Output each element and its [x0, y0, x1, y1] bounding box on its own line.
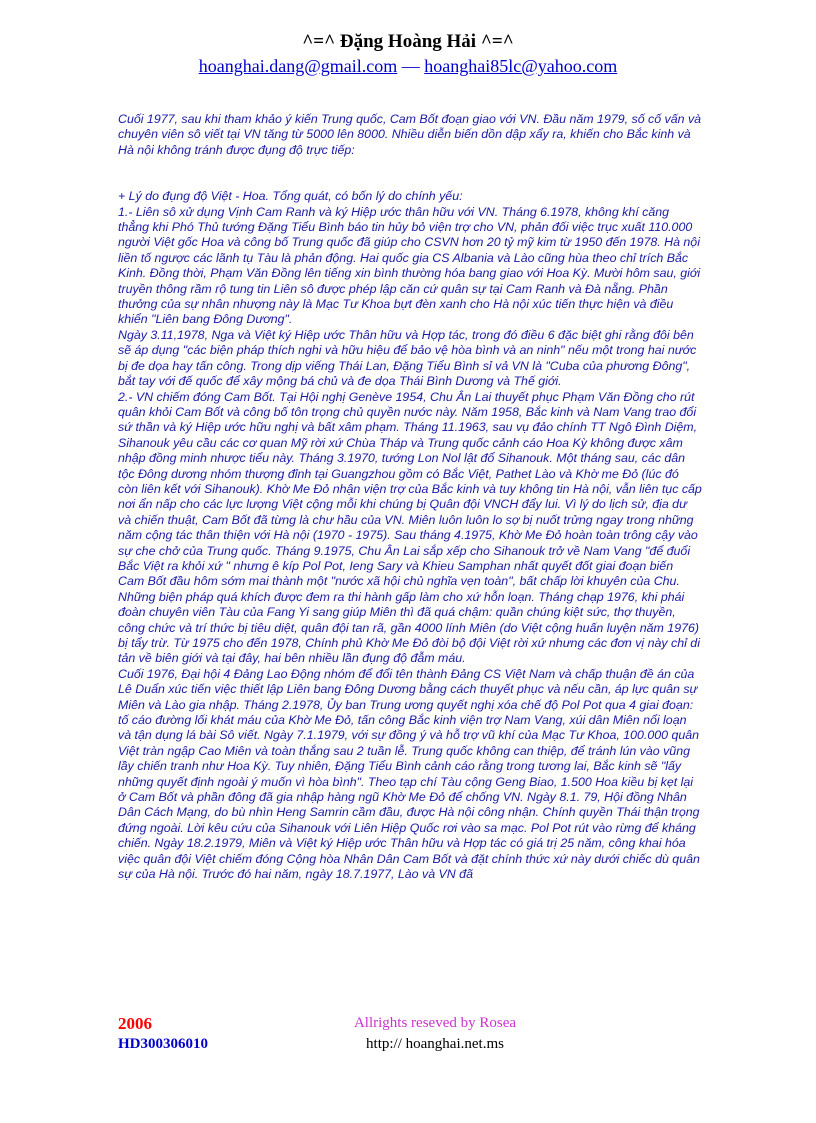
body-paragraph: Ngày 3.11,1978, Nga và Việt ký Hiệp ước Thân hữu và Hợp tác, trong đó điều 6 đặc biệt ghi rằng đôi bên sẽ áp dụng "các biện pháp thích nghi và hữu hiệu để bảo vệ hòa bình và an ninh" nếu một trong hai nước bị đe dọa hay tấn công. Trong dịp viếng Thái Lan, Đặng Tiểu Bình sỉ vả VN là "Cuba của phương Đông", bắt tay với đế quốc để xây mộng bá chủ và đe dọa Thái Bình Dương và Thế giới.	[118, 327, 697, 389]
body-paragraph: 2.- VN chiếm đóng Cam Bốt. Tại Hội nghị Genève 1954, Chu Ân Lai thuyết phục Phạm Văn Đồng cho rút quân khỏi Cam Bốt và công bố tôn trọng chủ quyền nước này. Năm 1958, Bắc kinh và Nam Vang trao đổi sứ thần và ký Hiệp ước hữu nghị và bất xâm phạm. Tháng 11.1963, sau vụ đảo chính TT Ngô Đình Diệm, Sihanouk yêu cầu các cơ quan Mỹ rời xứ Chùa Tháp và Trung quốc cảnh cáo Hoa Kỳ không được xâm nhập đồng minh nhược tiểu này. Tháng 3.1970, tướng Lon Nol lật đổ Sihanouk. Một tháng sau, các dân tộc Đông dương nhóm thượng đỉnh tại Guangzhou gồm có Bắc Việt, Pathet Lào và Khờ me Đỏ (lúc đó còn liên kết với Sihanouk). Khờ Me Đỏ nhận viện trợ của Bắc kinh và tuy không tin Hà nội, vẫn liên tục cấp nơi ẩn nấp cho các lực lượng Việt cộng mỗi khi chúng bị Quân đội VNCH đẩy lui. Vì lý do lịch sử, địa dư và chiến thuật, Cam Bốt đã từng là chư hầu của VN. Miên luôn luôn lo sợ bị nuốt trửng ngay trong những năm cộng tác thân thiện với Hà nội (1970 - 1975). Sau tháng 4.1975, Khờ Me Đỏ hoàn toàn trông cậy vào sự che chở của Trung quốc. Tháng 9.1975, Chu Ân Lai sắp xếp cho Sihanouk trở về Nam Vang "để đuổi Bắc Việt ra khỏi xứ " nhưng ê kíp Pol Pot, Ieng Sary và Khieu Samphan nhất quyết đốt giai đoạn biến Cam Bốt đầu hôm sớm mai thành một "nước xã hội chủ nghĩa vẹn toàn", bất chấp lời khuyên của Chu. Những biện pháp quá khích được đem ra thi hành gấp làm cho xứ hỗn loạn. Tháng chạp 1976, khi phái đoàn chuyên viên Tàu của Fang Yi sang giúp Miên thì đã quá chậm: quần chúng kiệt sức, thợ thuyền, công chức và trí thức bị tiêu diệt, quân đội tan rã, gần 4000 lính Miên (do Việt cộng huấn luyện năm 1976) bị tẩy trừ. Từ 1975 cho đến 1978, Chính phủ Khờ Me Đỏ đòi bộ đội Việt rời xứ nhưng các đơn vị này chỉ di tản về biên giới và tại đây, hai bên nhiều lần đụng độ đẫm máu.	[118, 389, 702, 666]
footer-doc-code: HD300306010	[118, 1036, 208, 1052]
email-link-gmail[interactable]: hoanghai.dang@gmail.com	[198, 56, 398, 76]
body-paragraph: 1.- Liên sô xử dụng Vịnh Cam Ranh và ký Hiệp ước thân hữu với VN. Tháng 6.1978, không khí căng thẳng khi Phó Thủ tướng Đặng Tiểu Bình báo tin hủy bỏ viện trợ cho VN, phản đối việc trục xuất 110.000 người Việt gốc Hoa và công bố Trung quốc đã giúp cho CSVN hơn 20 tỷ mỹ kim từ 1950 đến 1978. Hà nội liền tố ngược các lãnh tụ Tàu là phản động. Hai quốc gia CS Albania và Lào cũng hùa theo chỉ trích Bắc Kinh. Đồng thời, Phạm Văn Đồng lên tiếng xin bình thường hóa bang giao với Hoa Kỳ. Mười hôm sau, giới truyền thông rầm rộ tung tin Liên sô được phép lập căn cứ quân sự tại Cam Ranh và Đà nẵng. Phần thưởng của sự nhân nhượng này là Mạc Tư Khoa bựt đèn xanh cho Hà nội xúc tiến thực hiện và điều khiển "Liên bang Đông Dương".	[118, 204, 701, 327]
paragraph-gap	[118, 158, 702, 189]
intro-paragraph: Cuối 1977, sau khi tham khảo ý kiến Trung quốc, Cam Bốt đoạn giao với VN. Đầu năm 1979, số cố vấn và chuyên viên sô viết tại VN tăng từ 5000 lên 8000. Nhiều diễn biến dồn dập xẩy ra, khiến cho Bắc kinh và Hà nội không tránh được đụng độ trực tiếp:	[118, 112, 702, 157]
body-paragraph: + Lý do đụng độ Việt - Hoa. Tổng quát, có bốn lý do chính yếu:	[118, 189, 463, 204]
article-body	[118, 112, 702, 883]
email-link-yahoo[interactable]: hoanghai85lc@yahoo.com	[424, 56, 618, 76]
page-header	[0, 30, 816, 78]
footer-copyright: Allrights reseved by Rosea	[353, 1015, 517, 1031]
body-paragraph: Cuối 1976, Đại hội 4 Đảng Lao Động nhóm để đổi tên thành Đảng CS Việt Nam và chấp thuận đề án của Lê Duẩn xúc tiến việc thiết lập Liên bang Đông Dương bằng cách thuyết phục và nếu cần, áp lực quân sự Miên và Lào gia nhập. Tháng 2.1978, Ủy ban Trung ương quyết nghị xóa chế độ Pol Pot qua 4 giai đoạn: tố cáo đường lối khát máu của Khờ Me Đỏ, tấn công Bắc kinh viện trợ Nam Vang, xúi dân Miên nổi loạn và tận dụng lá bài Sô viết. Ngày 7.1.1979, với sự đồng ý và hỗ trợ vũ khí của Mạc Tư Khoa, 100.000 quân Việt tràn ngập Cao Miên và toàn thắng sau 2 tuần lễ. Trung quốc không can thiệp, để tránh lún vào vũng lầy chiến tranh như Hoa Kỳ. Tuy nhiên, Đặng Tiểu Bình cảnh cáo rằng trong tương lai, Bắc kinh sẽ "lấy những quyết định ngoài ý muốn vì hòa bình". Theo tạp chí Tàu cộng Geng Biao, 1.500 Hoa kiều bị kẹt lại ở Cam Bốt và phần đông đã gia nhập hàng ngũ Khờ Me Đỏ để chống VN. Ngày 8.1. 79, Hội đồng Nhân Dân Cách Mạng, do bù nhìn Heng Samrin cầm đầu, được Hà nội công nhận. Chính quyền Thái thận trọng đứng ngoài. Lời kêu cứu của Sihanouk với Liên Hiệp Quốc rơi vào sa mạc. Pol Pot rút vào rừng để kháng chiến. Ngày 18.2.1979, Miên và Việt ký Hiệp ước Thân hữu và Hợp tác có giá trị 25 năm, công khai hóa việc quân đội Việt chiếm đóng Cộng hòa Nhân Dân Cam Bốt và đặt chính thức xứ này dưới chiếc dù quân sự của Hà nội. Trước đó hai năm, ngày 18.7.1977, Lào và VN đã	[118, 666, 700, 882]
footer-year: 2006	[118, 1014, 152, 1033]
email-separator: —	[397, 56, 425, 76]
page-footer	[0, 1014, 816, 1064]
author-emails	[0, 54, 816, 78]
footer-website-link[interactable]: http:// hoanghai.net.ms	[366, 1036, 504, 1052]
author-title: ^=^ Đặng Hoàng Hải ^=^	[302, 31, 514, 52]
